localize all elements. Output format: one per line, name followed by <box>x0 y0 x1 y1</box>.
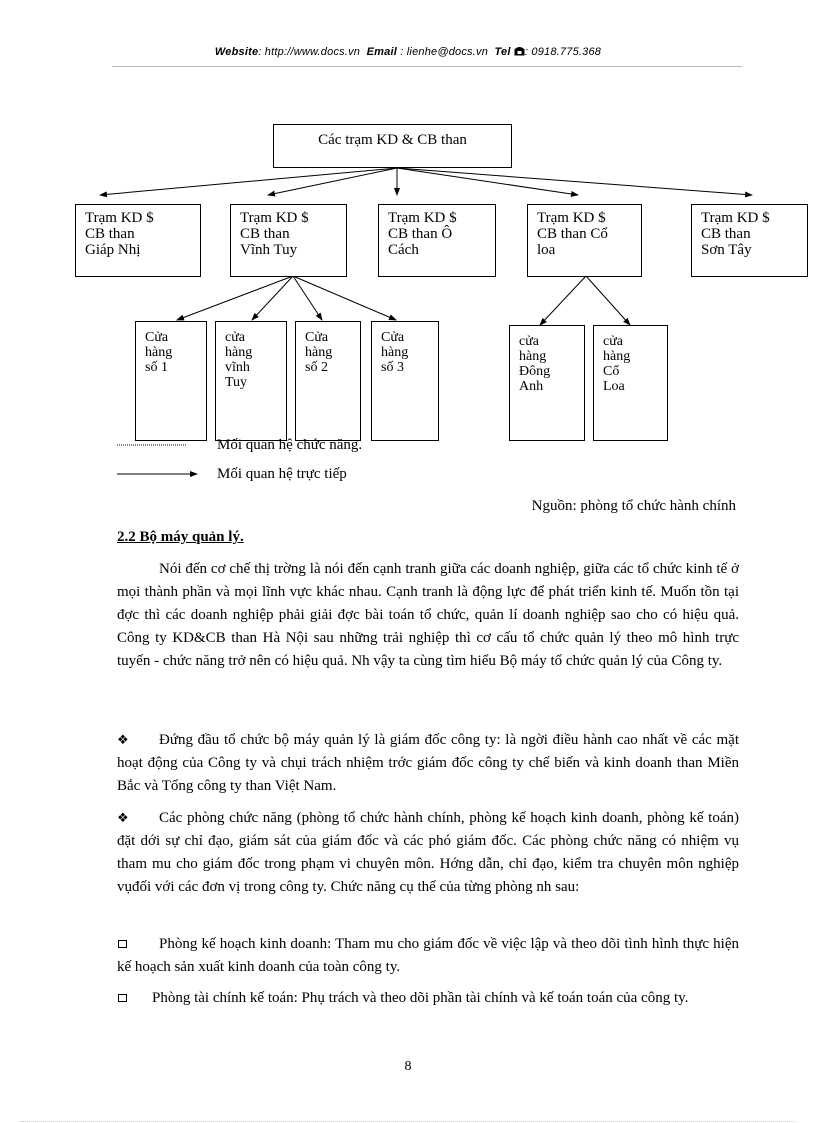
connector-vinh-tuy-store-1 <box>177 276 293 320</box>
store-line: số 1 <box>145 360 168 375</box>
email-value[interactable]: : lienhe@docs.vn <box>400 46 489 58</box>
store-box-vinh-tuy <box>215 321 287 441</box>
store-box-dong-anh <box>509 325 585 441</box>
store-line: hàng <box>305 345 333 360</box>
station-line: loa <box>537 242 556 258</box>
store-line: Anh <box>519 379 544 394</box>
store-line: Tuy <box>225 375 248 390</box>
connector-root-vinh-tuy <box>268 168 397 195</box>
station-line: CB than <box>240 226 290 242</box>
station-box-giap-nhi <box>75 204 201 277</box>
email-label: Email <box>366 46 397 58</box>
diamond-bullet-icon: ❖ <box>117 733 129 748</box>
square-bullet-icon <box>117 933 159 956</box>
store-line: Cổ <box>603 364 620 379</box>
store-line: Đông <box>519 364 551 379</box>
station-line: Trạm KD $ <box>537 210 606 226</box>
store-line: số 2 <box>305 360 328 375</box>
store-box-so-3 <box>371 321 439 441</box>
store-line: số 3 <box>381 360 404 375</box>
footer-divider <box>20 1121 796 1122</box>
paragraph-director-text: Đứng đầu tổ chức bộ máy quản lý là giám đốc công ty: là ngời điều hành cao nhất về các mặt hoạt động của Công ty và chụi trách nhiệm trớc giám đốc công ty chế biến và kinh doanh than Miền Bắc và Tổng công ty than Việt Nam. <box>117 732 739 794</box>
website-label: Website <box>214 46 259 58</box>
station-line: Sơn Tây <box>701 242 752 258</box>
store-line: hàng <box>603 349 631 364</box>
station-line: Trạm KD $ <box>85 210 154 226</box>
store-line: hàng <box>145 345 173 360</box>
paragraph-planning <box>117 933 739 979</box>
store-line: Cửa <box>145 330 169 345</box>
station-line: CB than <box>85 226 135 242</box>
legend-direct-label: Mối quan hệ trực tiếp <box>217 466 347 482</box>
station-line: Giáp Nhị <box>85 242 141 258</box>
tel-value: : 0918.775.368 <box>524 46 602 58</box>
paragraph-accounting <box>117 987 739 1010</box>
paragraph-departments-text: Các phòng chức năng (phòng tổ chức hành chính, phòng kế hoạch kinh doanh, phòng kế toán) đặt dới sự chỉ đạo, giám sát của giám đốc và các phó giám đốc. Các phòng chức năng có nhiệm vụ tham mu cho giám đốc trong phạm vi chuyên môn. Hớng dẫn, chỉ đạo, kiểm tra chuyên môn nghiệp vụđối với các đơn vị trong công ty. Chức năng cụ thể của từng phòng nh sau: <box>117 810 739 895</box>
page-number: 8 <box>404 1059 412 1074</box>
store-line: cửa <box>519 334 540 349</box>
station-line: CB than <box>701 226 751 242</box>
paragraph-accounting-text: Phòng tài chính kế toán: Phụ trách và theo dõi phần tài chính và kế toán toán của công ty. <box>152 990 689 1006</box>
station-box-co-loa <box>527 204 642 277</box>
store-line: cửa <box>225 330 246 345</box>
section-title: 2.2 Bộ máy quản lý. <box>117 529 244 545</box>
connector-root-son-tay <box>397 168 752 195</box>
paragraph-intro: Nói đến cơ chế thị trờng là nói đến cạnh tranh giữa các doanh nghiệp, giữa các tổ chức kinh tế ở mọi thành phần và mọi lĩnh vực khác nhau. Cạnh tranh là động lực để phát triển kinh tế. Muốn tồn tại đợc thì các doanh nghiệp phải giải đợc bài toán tổ chức, quản lí doanh nghiệp sao cho có hiệu quả. Công ty KD&CB than Hà Nội sau những trải nghiệp thì cơ cấu tổ chức quản lý theo mô hình trực tuyến - chức năng trở nên có hiệu quả. Nh vậy ta cùng tìm hiểu Bộ máy tổ chức quản lý của Công ty. <box>117 561 739 669</box>
station-line: CB than Ô <box>388 226 453 242</box>
station-box-vinh-tuy <box>230 204 347 277</box>
website-value[interactable]: : http://www.docs.vn <box>258 46 361 58</box>
store-line: Cửa <box>381 330 405 345</box>
store-box-so-1 <box>135 321 207 441</box>
connector-root-co-loa <box>397 168 578 195</box>
store-line: vĩnh <box>225 360 250 375</box>
paragraph-planning-text: Phòng kế hoạch kinh doanh: Tham mu cho giám đốc về việc lập và theo dõi tình hình thực hiện kế hoạch sản xuất kinh doanh của toàn công ty. <box>117 936 739 975</box>
tel-label: Tel <box>494 46 511 58</box>
connector-vinh-tuy-store-4 <box>293 276 396 320</box>
connector-co-loa-co-loa <box>586 276 630 325</box>
store-box-so-2 <box>295 321 361 441</box>
org-root-box <box>273 124 512 168</box>
store-line: hàng <box>225 345 253 360</box>
station-line: Trạm KD $ <box>388 210 457 226</box>
store-line: hàng <box>381 345 409 360</box>
connector-root-giap-nhi <box>100 168 397 195</box>
connector-vinh-tuy-store-2 <box>252 276 293 320</box>
legend-functional-label: Mối quan hệ chức năng. <box>217 437 363 453</box>
connector-co-loa-dong-anh <box>540 276 586 325</box>
station-line: Cách <box>388 242 419 258</box>
store-line: cửa <box>603 334 624 349</box>
org-root-label: Các trạm KD & CB than <box>318 132 467 148</box>
diagram-source: Nguồn: phòng tổ chức hành chính <box>531 498 736 514</box>
station-line: Vĩnh Tuy <box>240 242 298 258</box>
station-box-o-cach <box>378 204 496 277</box>
store-line: Cửa <box>305 330 329 345</box>
paragraph-director <box>117 729 739 798</box>
square-bullet-icon <box>117 987 152 1010</box>
station-line: Trạm KD $ <box>240 210 309 226</box>
store-line: Loa <box>603 379 625 394</box>
station-line: Trạm KD $ <box>701 210 770 226</box>
diamond-bullet-icon: ❖ <box>117 811 129 826</box>
station-line: CB than Cổ <box>537 226 608 242</box>
paragraph-departments <box>117 807 739 899</box>
station-box-son-tay <box>691 204 808 277</box>
store-line: hàng <box>519 349 547 364</box>
store-box-co-loa <box>593 325 668 441</box>
